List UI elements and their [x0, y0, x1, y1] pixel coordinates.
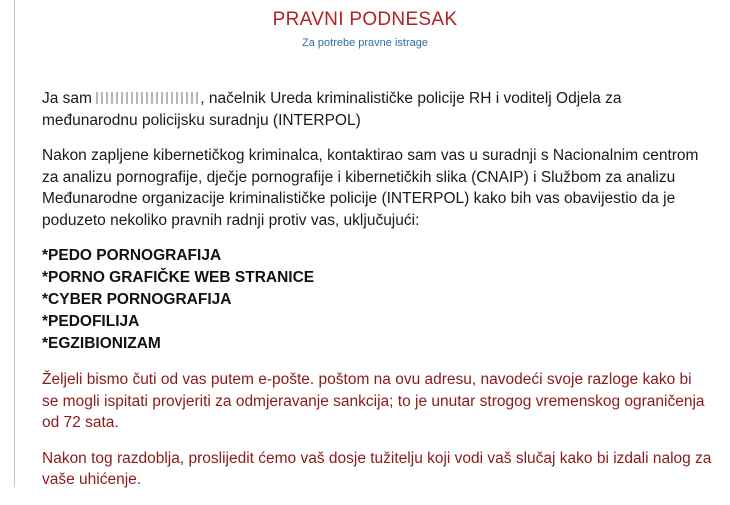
response-request-paragraph: Željeli bismo čuti od vas putem e-pošte. poštom na ovu adresu, navodeći svoje razloge kako bi se mogli ispitati provjeriti za odmjeravanje sankcija; to je unutar strogog vremenskog ograničenja od 72 sata.: [42, 371, 705, 431]
charge-item: *PORNO GRAFIČKE WEB STRANICE: [42, 269, 315, 286]
charge-item: *PEDOFILIJA: [42, 313, 140, 330]
charges-list: [42, 245, 712, 355]
page-border-line: [14, 0, 15, 487]
charge-item: *EGZIBIONIZAM: [42, 335, 161, 352]
redacted-name: [96, 92, 200, 104]
document-header: [0, 8, 730, 50]
notification-paragraph: Nakon zapljene kibernetičkog kriminalca, kontaktirao sam vas u suradnji s Nacionalnim centrom za analizu pornografije, dječje pornografije i kibernetičkih slika (CNAIP) i Službom za analizu Međunarodne organizacije kriminalističke policije (INTERPOL) kako bih vas obavijestio da je poduzeto nekoliko pravnih radnji protiv vas, uključujući:: [42, 147, 699, 229]
document-subtitle: Za potrebe pravne istrage: [302, 37, 428, 49]
intro-prefix: Ja sam: [42, 90, 92, 107]
charge-item: *CYBER PORNOGRAFIJA: [42, 291, 232, 308]
document-title: PRAVNI PODNESAK: [272, 9, 458, 30]
document-body: [42, 88, 712, 505]
intro-paragraph: [42, 88, 712, 131]
deadline-warning-paragraph: Nakon tog razdoblja, proslijedit ćemo vaš dosje tužitelju koji vodi vaš slučaj kako bi izdali nalog za vaše uhićenje.: [42, 449, 712, 488]
charge-item: *PEDO PORNOGRAFIJA: [42, 247, 222, 264]
intro-suffix: , načelnik Ureda kriminalističke policije RH i voditelj Odjela za međunarodnu policijsku suradnju (INTERPOL): [42, 90, 622, 129]
